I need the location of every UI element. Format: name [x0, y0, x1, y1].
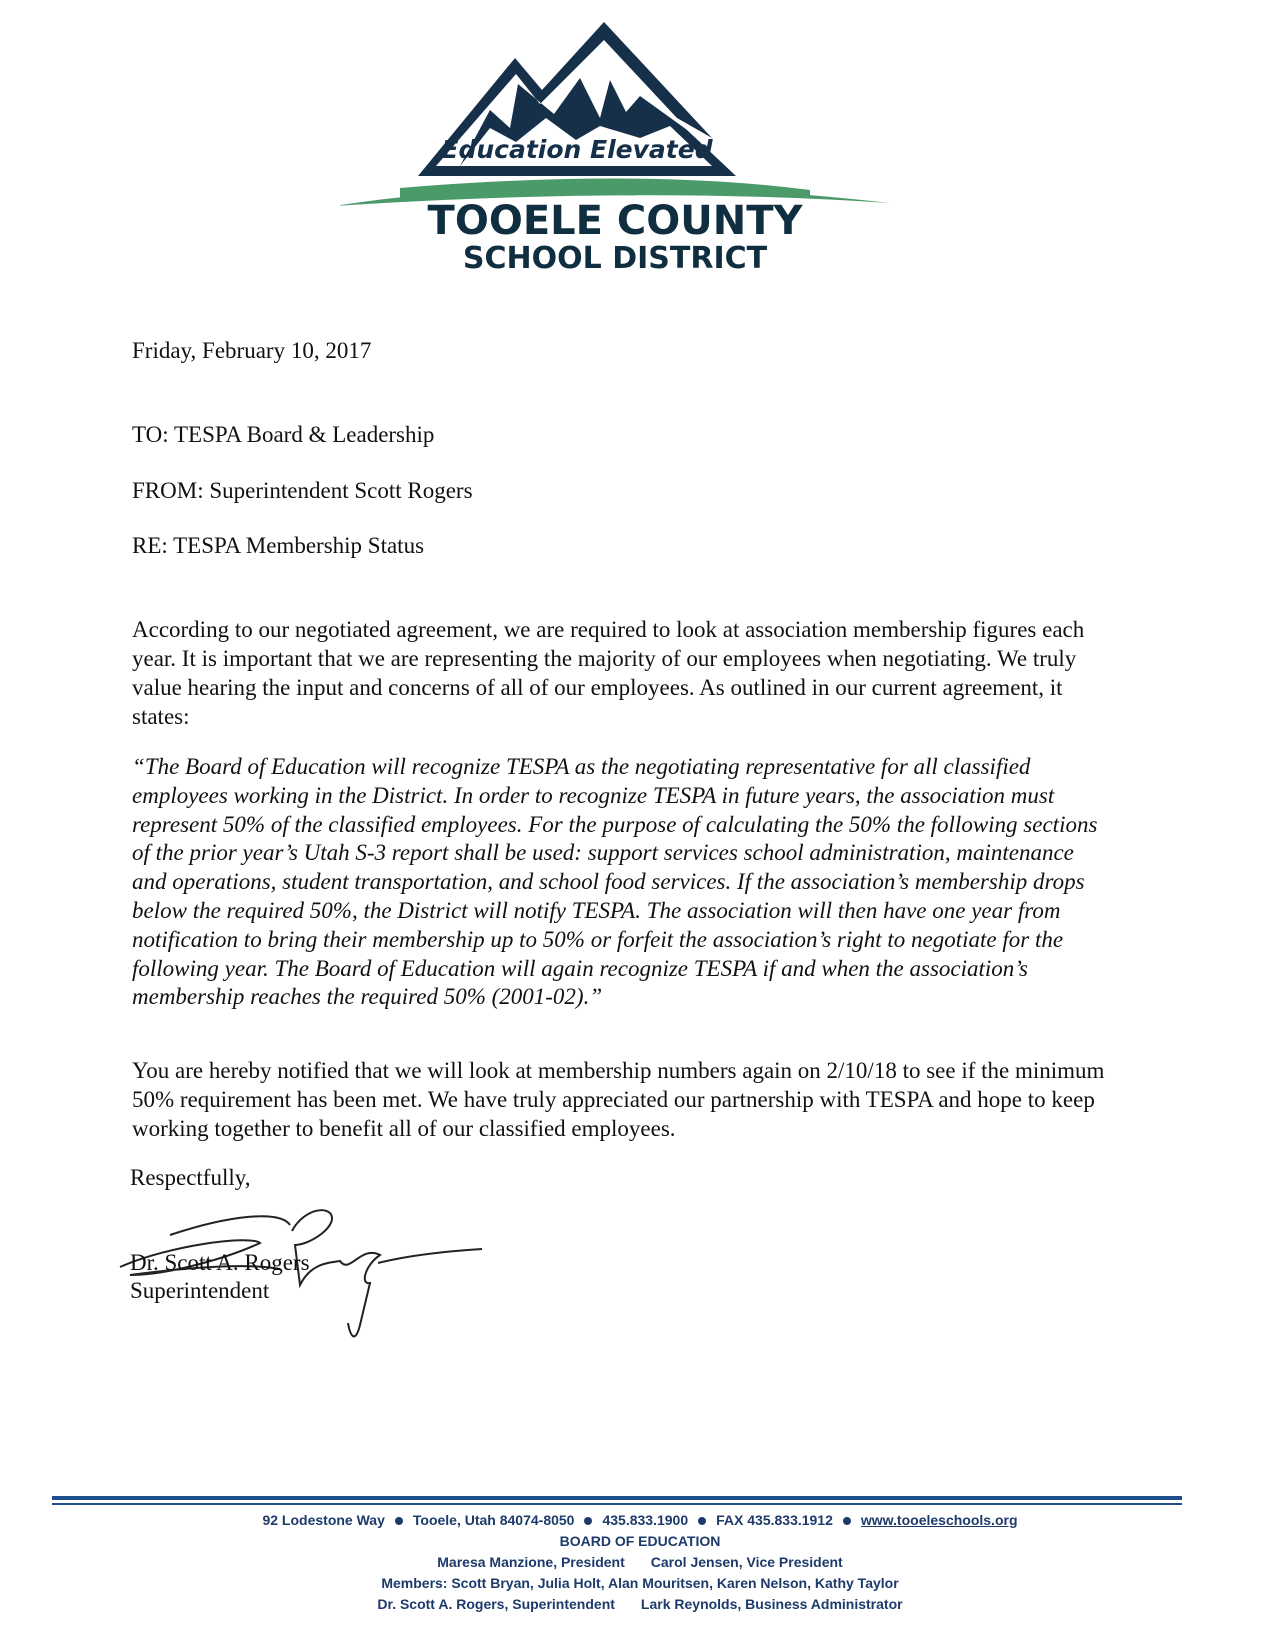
footer-phone: 435.833.1900 — [602, 1512, 689, 1528]
signer-title: Superintendent — [130, 1278, 270, 1303]
bullet-icon — [395, 1517, 403, 1525]
footer-website-link[interactable]: www.tooeleschools.org — [860, 1512, 1018, 1528]
board-heading: BOARD OF EDUCATION — [559, 1533, 721, 1549]
closing: Respectfully, — [130, 1165, 251, 1190]
mountain-logo-graphic — [340, 18, 930, 288]
memo-from: FROM: Superintendent Scott Rogers — [132, 478, 473, 503]
agreement-quote — [132, 753, 1112, 1012]
letter-date: Friday, February 10, 2017 — [132, 338, 372, 363]
board-members: Members: Scott Bryan, Julia Holt, Alan Mouritsen, Karen Nelson, Kathy Taylor — [381, 1575, 899, 1591]
paragraph-2-text: You are hereby notified that we will look at membership numbers again on 2/10/18 to see if the minimum 50% requirement has been met. We have truly appreciated our partnership with TESPA and hope to keep working together to benefit all of our classified employees. — [132, 1058, 1105, 1141]
signer-name: Dr. Scott A. Rogers — [130, 1250, 310, 1275]
footer-business-admin: Lark Reynolds, Business Administrator — [640, 1596, 903, 1612]
bullet-icon — [843, 1517, 851, 1525]
logo-name-line1: TOOELE COUNTY — [427, 198, 803, 244]
logo-tagline: Education Elevated — [441, 135, 713, 164]
bullet-icon — [584, 1517, 592, 1525]
board-officers-row — [0, 1552, 1280, 1573]
administrators-row — [0, 1594, 1280, 1615]
bullet-icon — [698, 1517, 706, 1525]
logo-name-line2: SCHOOL DISTRICT — [462, 241, 768, 276]
paragraph-1-text: According to our negotiated agreement, we are required to look at association membership figures each year. It is important that we are representing the majority of our employees when negotiating. We truly value hearing the input and concerns of all of our employees. As outlined in our current agreement, it states: — [132, 617, 1085, 729]
footer-city: Tooele, Utah 84074-8050 — [412, 1512, 575, 1528]
memo-to: TO: TESPA Board & Leadership — [132, 422, 435, 447]
footer-superintendent: Dr. Scott A. Rogers, Superintendent — [377, 1596, 615, 1612]
district-logo — [340, 18, 930, 288]
quote-text: “The Board of Education will recognize TESPA as the negotiating representative for all classified employees working in the District. In order to recognize TESPA in future years, the association must represent 50% of the classified employees. For the purpose of calculating the 50% the following sections of the prior year’s Utah S-3 report shall be used: support services school administration, maintenance and operations, student transportation, and school food services. If the association’s membership drops below the required 50%, the District will notify TESPA. The association will then have one year from notification to bring their membership up to 50% or forfeit the association’s right to negotiate for the following year. The Board of Education will again recognize TESPA if and when the association’s membership reaches the required 50% (2001-02).” — [132, 754, 1098, 1010]
footer-rule-thin — [52, 1503, 1182, 1505]
memo-re: RE: TESPA Membership Status — [132, 533, 425, 558]
board-vice-president: Carol Jensen, Vice President — [650, 1554, 843, 1570]
footer-address: 92 Lodestone Way — [262, 1512, 385, 1528]
board-president: Maresa Manzione, President — [437, 1554, 625, 1570]
footer-rule-thick — [52, 1496, 1182, 1500]
body-paragraph-1 — [132, 615, 1112, 731]
body-paragraph-2 — [132, 1056, 1112, 1143]
letterhead-footer — [0, 1510, 1280, 1615]
footer-contact-row — [0, 1510, 1280, 1531]
footer-fax: FAX 435.833.1912 — [716, 1512, 833, 1528]
